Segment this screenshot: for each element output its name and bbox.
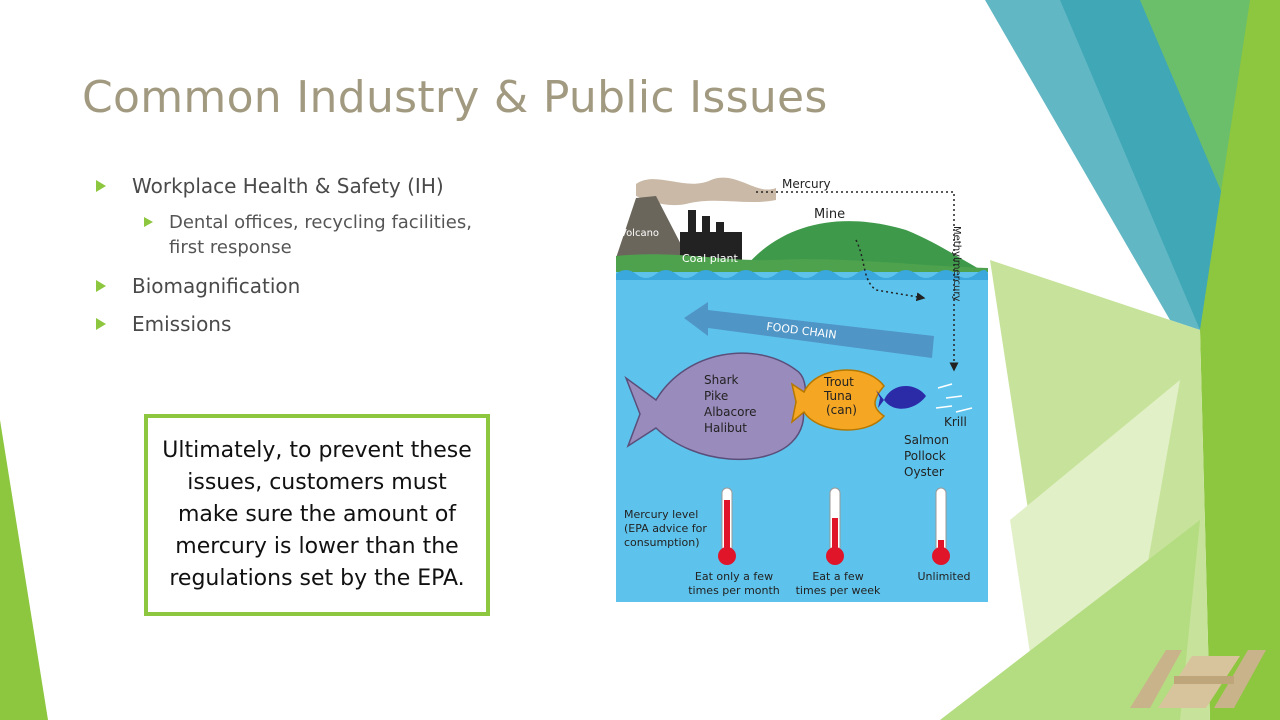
volcano-label: Volcano	[620, 228, 660, 239]
bullet-text: Biomagnification	[132, 274, 301, 298]
advice-1-line-2: times per month	[688, 584, 780, 597]
fish-group-1-line-4: Halibut	[704, 421, 747, 435]
callout-text: Ultimately, to prevent these issues, customers must make sure the amount of mercury is lower than the regulations set by the EPA.	[162, 438, 472, 591]
fish-group-2-line-2: Tuna	[824, 389, 853, 403]
methylmercury-label: Methylmercury	[951, 226, 962, 302]
advice-1-line-1: Eat only a few	[694, 570, 774, 583]
fish-group-2-line-3: (can)	[826, 403, 857, 417]
bullet-arrow-icon	[96, 180, 106, 192]
mercury-level-label-1: Mercury level	[624, 508, 699, 521]
bullet-arrow-icon	[96, 318, 106, 330]
food-chain-label: FOOD CHAIN	[765, 320, 838, 342]
advice-3-line-1: Unlimited	[917, 570, 971, 583]
fish-group-1-line-3: Albacore	[704, 405, 757, 419]
advice-2-line-2: times per week	[795, 584, 881, 597]
fish-group-1-line-1: Shark	[704, 373, 739, 387]
bullet-item	[92, 312, 522, 336]
company-logo	[1130, 646, 1270, 712]
mercury-food-chain-diagram	[616, 170, 988, 602]
fish-group-3-line-2: Pollock	[904, 449, 946, 463]
bullet-item	[92, 174, 522, 198]
sub-bullet-item	[142, 210, 522, 260]
bullet-text: Emissions	[132, 312, 232, 336]
mercury-level-label-3: consumption)	[624, 536, 700, 549]
mercury-level-label-2: (EPA advice for	[624, 522, 707, 535]
bullet-text: Workplace Health & Safety (IH)	[132, 174, 444, 198]
fish-group-3-line-3: Oyster	[904, 465, 944, 479]
mercury-label: Mercury	[782, 177, 831, 191]
sub-bullet-text: Dental offices, recycling facilities, first response	[169, 212, 472, 258]
bullet-item	[92, 274, 522, 298]
page-title: Common Industry & Public Issues	[82, 72, 828, 123]
bullet-list	[92, 174, 522, 350]
mine-label: Mine	[814, 207, 846, 222]
fish-group-1-line-2: Pike	[704, 389, 729, 403]
coal-plant-label: Coal plant	[682, 252, 738, 265]
advice-2-line-1: Eat a few	[812, 570, 864, 583]
bullet-arrow-icon	[96, 280, 106, 292]
sub-bullet-arrow-icon	[144, 217, 153, 227]
krill-label: Krill	[944, 415, 967, 429]
callout-box	[144, 414, 490, 616]
fish-group-2-line-1: Trout	[824, 375, 854, 389]
fish-group-3-line-1: Salmon	[904, 433, 949, 447]
